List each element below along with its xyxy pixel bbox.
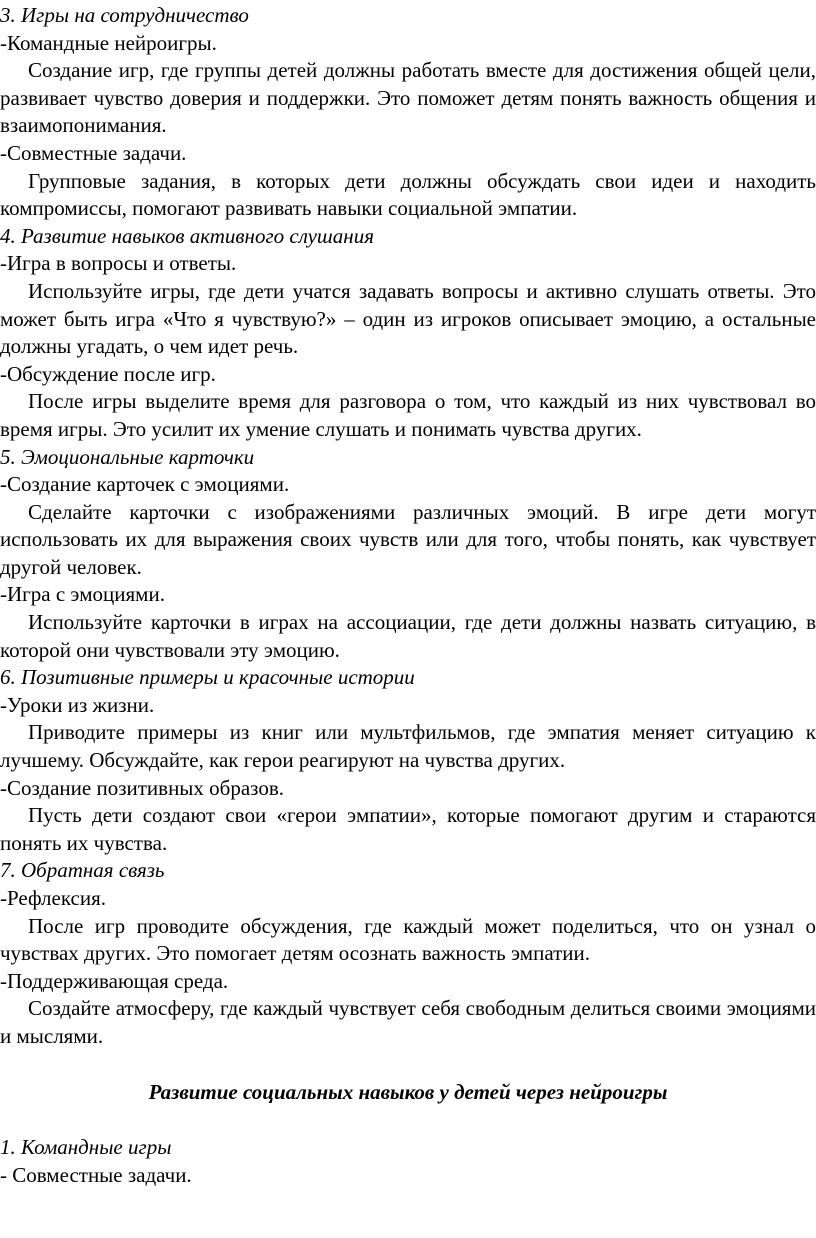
section-heading: 4. Развитие навыков активного слушания xyxy=(0,223,374,248)
list-item: -Совместные задачи. xyxy=(0,140,187,165)
paragraph: После игр проводите обсуждения, где каждый может поделиться, что он узнал о чувствах других. Это помогает детям осознать важность эмпатии. xyxy=(0,913,816,966)
section-heading: 7. Обратная связь xyxy=(0,858,165,883)
paragraph: Сделайте карточки с изображениями различных эмоций. В игре дети могут использовать их для выражения своих чувств или для того, чтобы понять, как чувствует другой человек. xyxy=(0,499,816,579)
paragraph: Создание игр, где группы детей должны работать вместе для достижения общей цели, развивает чувство доверия и поддержки. Это поможет детям понять важность общения и взаимопонимания. xyxy=(0,58,816,138)
section-heading: 3. Игры на сотрудничество xyxy=(0,3,249,27)
paragraph: Приводите примеры из книг или мультфильмов, где эмпатия меняет ситуацию к лучшему. Обсуждайте, как герои реагируют на чувства других. xyxy=(0,720,816,773)
list-item: -Поддерживающая среда. xyxy=(0,968,229,993)
list-item: -Командные нейроигры. xyxy=(0,30,217,55)
paragraph: Используйте карточки в играх на ассоциации, где дети должны назвать ситуацию, в которой они чувствовали эту эмоцию. xyxy=(0,610,816,662)
chapter-title: Развитие социальных навыков у детей через нейроигры xyxy=(148,1079,668,1104)
section-heading: 1. Командные игры xyxy=(0,1135,172,1160)
list-item: -Игра в вопросы и ответы. xyxy=(0,251,237,276)
paragraph: Пусть дети создают свои «герои эмпатии», которые помогают другим и стараются понять их чувства. xyxy=(0,803,816,855)
paragraph: Используйте игры, где дети учатся задавать вопросы и активно слушать ответы. Это может быть игра «Что я чувствую?» – один из игроков описывает эмоцию, а остальные должны угадать, о чем идет речь. xyxy=(0,278,816,359)
list-item: -Обсуждение после игр. xyxy=(0,361,216,386)
list-item: -Создание позитивных образов. xyxy=(0,775,285,800)
section-heading: 6. Позитивные примеры и красочные истории xyxy=(0,665,415,690)
list-item: -Игра с эмоциями. xyxy=(0,582,165,607)
list-item: -Создание карточек с эмоциями. xyxy=(0,472,290,497)
section-heading: 5. Эмоциональные карточки xyxy=(0,444,255,469)
paragraph: Групповые задания, в которых дети должны обсуждать свои идеи и находить компромиссы, помогают развивать навыки социальной эмпатии. xyxy=(0,168,816,221)
list-item: -Уроки из жизни. xyxy=(0,692,155,717)
paragraph: Создайте атмосферу, где каждый чувствует себя свободным делиться своими эмоциями и мыслями. xyxy=(0,996,816,1048)
list-item: -Рефлексия. xyxy=(0,886,107,910)
list-item: - Совместные задачи. xyxy=(0,1162,192,1187)
paragraph: После игры выделите время для разговора о том, что каждый из них чувствовал во время игры. Это усилит их умение слушать и понимать чувства других. xyxy=(0,389,816,441)
